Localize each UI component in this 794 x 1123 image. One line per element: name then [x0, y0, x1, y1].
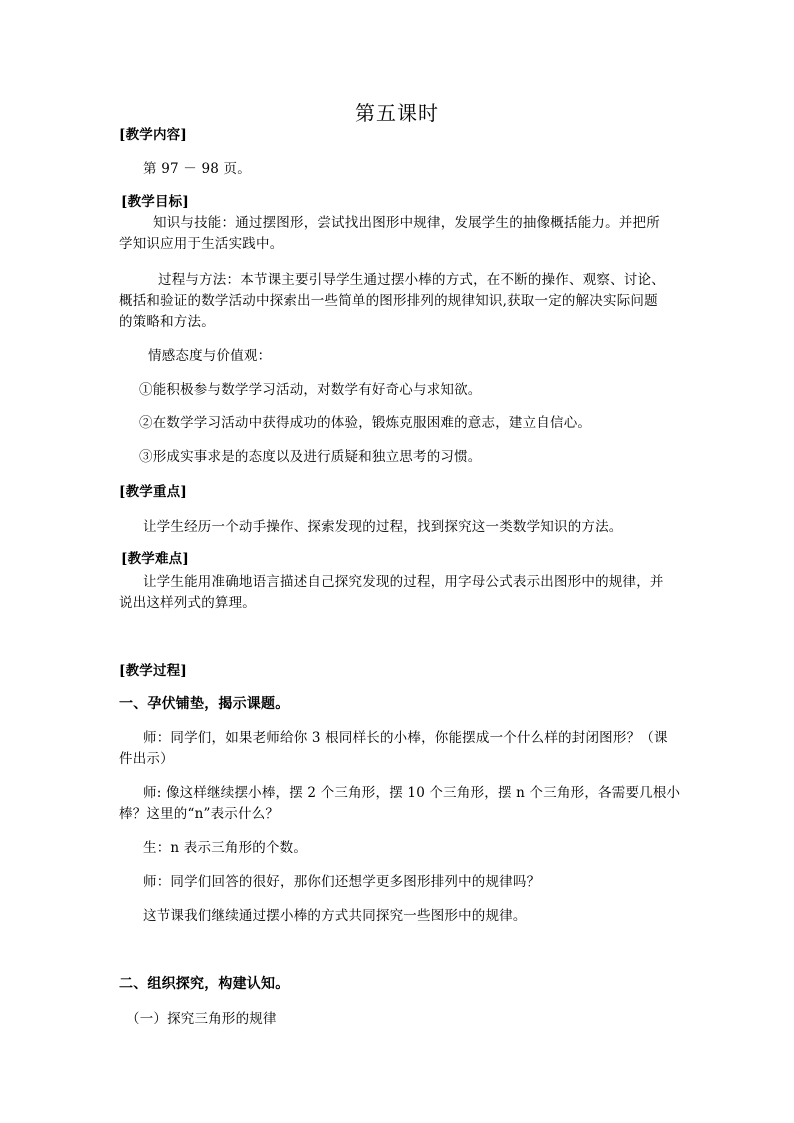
content-text: 第 97 － 98 页。 [143, 161, 251, 177]
goal-process-line3: 的策略和方法。 [119, 314, 215, 330]
paragraph-5: 这节课我们继续通过摆小棒的方式共同探究一些图形中的规律。 [143, 908, 527, 924]
goal-emotion-item-1: ①能积极参与数学学习活动，对数学有好奇心与求知欲。 [139, 382, 482, 398]
goals-heading: [教学目标] [121, 194, 189, 210]
key-text: 让学生经历一个动手操作、探索发现的过程，找到探究这一类数学知识的方法。 [143, 519, 623, 535]
process-heading: [教学过程] [119, 663, 187, 679]
paragraph-2-line2: 棒？这里的“n”表示什么？ [119, 806, 280, 822]
goal-emotion-heading: 情感态度与价值观： [148, 348, 272, 364]
part2-subheading-1: （一）探究三角形的规律 [126, 1011, 277, 1027]
paragraph-2-line1: 师: 像这样继续摆小棒，摆 2 个三角形，摆 10 个三角形，摆 n 个三角形，各需要几根小 [143, 785, 681, 801]
difficulty-heading: [教学难点] [121, 551, 189, 567]
paragraph-3: 生：n 表示三角形的个数。 [143, 840, 308, 856]
goal-process-line2: 概括和验证的数学活动中探索出一些简单的图形排列的规律知识,获取一定的解决实际问题 [119, 293, 658, 309]
paragraph-4: 师：同学们回答的很好，那你们还想学更多图形排列中的规律吗？ [143, 874, 541, 890]
part1-heading: 一、孕伏铺垫，揭示课题。 [119, 696, 290, 712]
paragraph-1-line1: 师：同学们，如果老师给你 3 根同样长的小棒，你能摆成一个什么样的封闭图形？（课 [143, 730, 668, 746]
content-heading: [教学内容] [119, 127, 187, 143]
goal-emotion-item-3: ③形成实事求是的态度以及进行质疑和独立思考的习惯。 [139, 449, 482, 465]
goal-process-line1: 过程与方法：本节课主要引导学生通过摆小棒的方式，在不断的操作、观察、讨论、 [158, 272, 665, 288]
key-heading: [教学重点] [119, 484, 187, 500]
difficulty-line1: 让学生能用准确地语言描述自己探究发现的过程，用字母公式表示出图形中的规律，并 [143, 574, 664, 590]
paragraph-1-line2: 件出示） [119, 751, 174, 767]
difficulty-line2: 说出这样列式的算理。 [119, 595, 256, 611]
page-title: 第五课时 [355, 101, 439, 125]
goal-emotion-item-2: ②在数学学习活动中获得成功的体验，锻炼克服困难的意志，建立自信心。 [139, 415, 592, 431]
goal-knowledge-line1: 知识与技能：通过摆图形，尝试找出图形中规律，发展学生的抽像概括能力。并把所 [153, 215, 660, 231]
goal-knowledge-line2: 学知识应用于生活实践中。 [119, 236, 284, 252]
part2-heading: 二、组织探究，构建认知。 [119, 976, 290, 992]
